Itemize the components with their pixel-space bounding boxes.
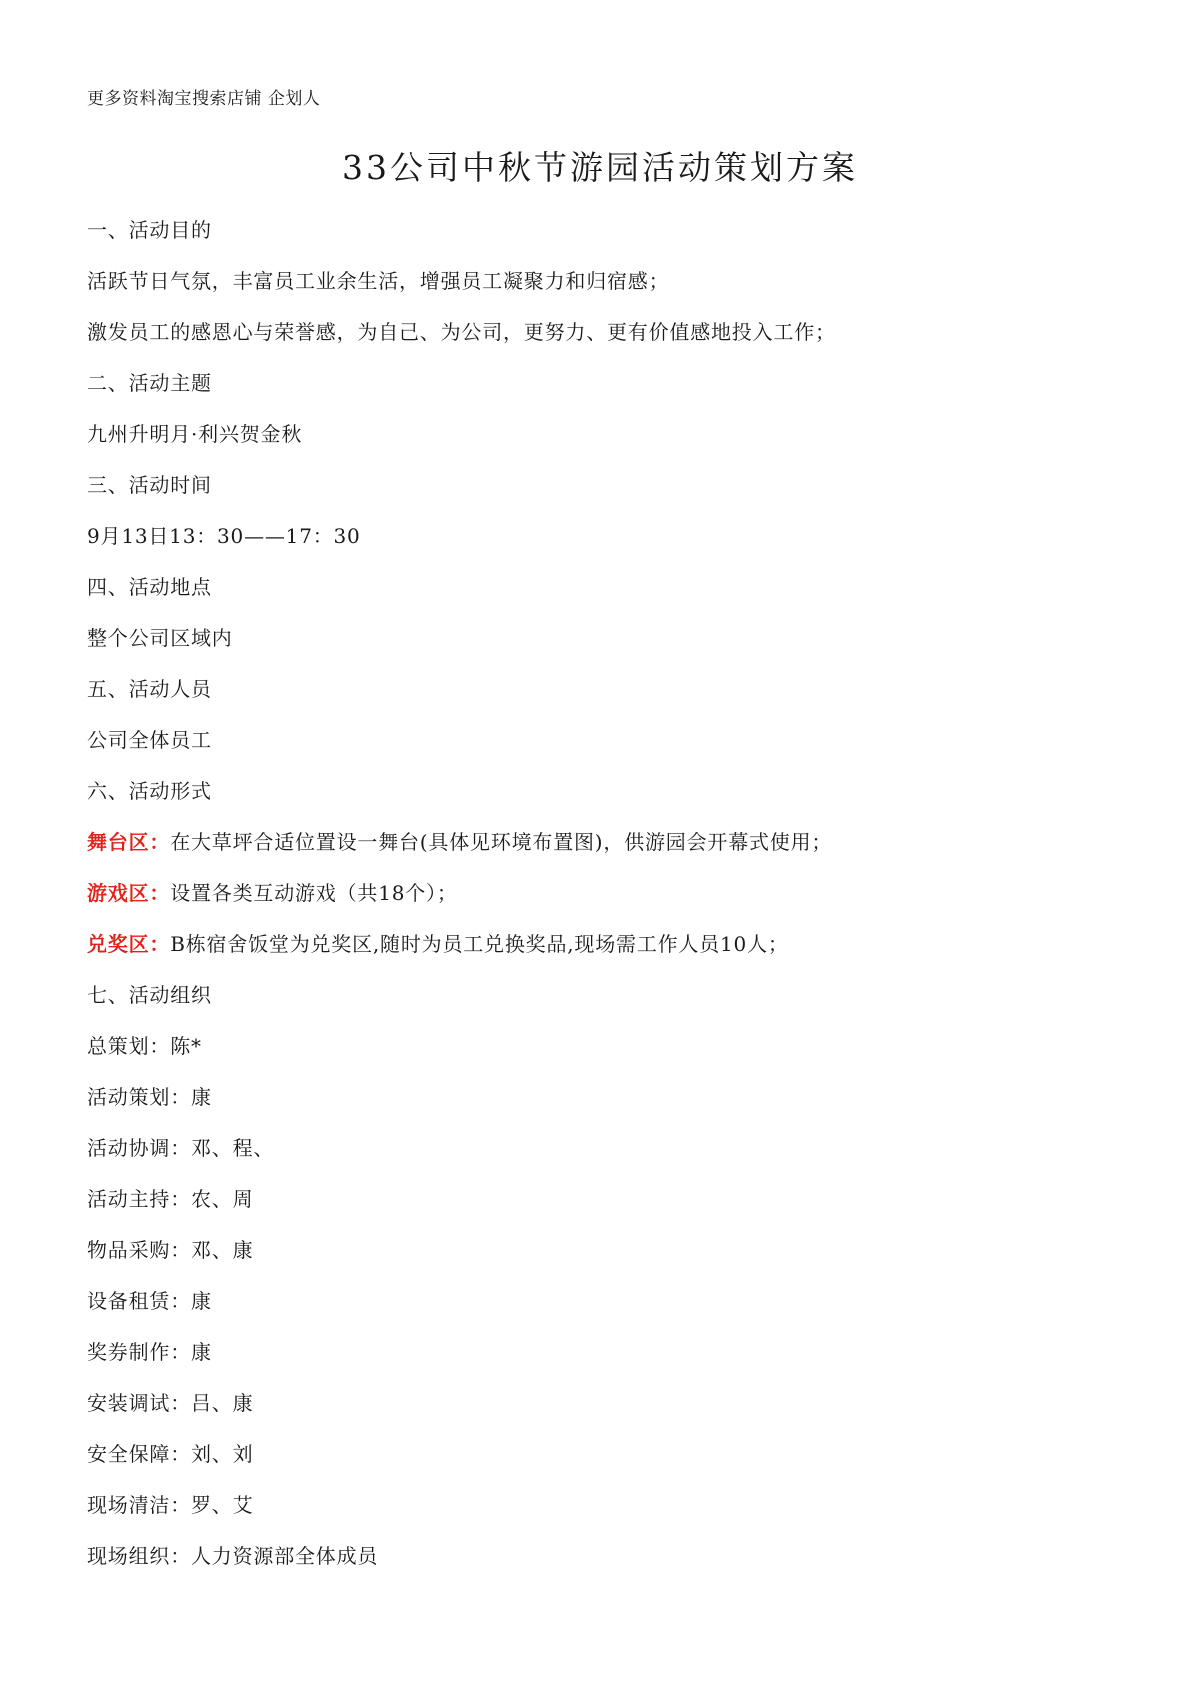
time-line: 9月13日13：30——17：30 bbox=[87, 524, 361, 548]
zone-prize-text: B栋宿舍饭堂为兑奖区,随时为员工兑换奖品,现场需工作人员10人； bbox=[170, 932, 789, 956]
zone-prize bbox=[87, 929, 1127, 980]
header-note: 更多资料淘宝搜索店铺 企划人 bbox=[87, 89, 321, 109]
org-line: 活动主持：农、周 bbox=[87, 1187, 254, 1211]
zone-game-text: 设置各类互动游戏（共18个）； bbox=[170, 881, 458, 905]
org-line: 设备租赁：康 bbox=[87, 1289, 212, 1313]
org-line: 现场清洁：罗、艾 bbox=[87, 1493, 254, 1517]
document-body bbox=[87, 215, 1127, 1592]
org-line: 现场组织：人力资源部全体成员 bbox=[87, 1544, 379, 1568]
participants-line: 公司全体员工 bbox=[87, 728, 212, 752]
section-heading-purpose: 一、活动目的 bbox=[87, 218, 212, 242]
purpose-line-1: 活跃节日气氛，丰富员工业余生活，增强员工凝聚力和归宿感； bbox=[87, 269, 670, 293]
org-line: 总策划：陈* bbox=[87, 1034, 202, 1058]
zone-game bbox=[87, 878, 1127, 929]
zone-game-label: 游戏区： bbox=[87, 881, 171, 905]
zone-stage-text: 在大草坪合适位置设一舞台(具体见环境布置图)，供游园会开幕式使用； bbox=[170, 830, 833, 854]
org-line: 奖券制作：康 bbox=[87, 1340, 212, 1364]
org-line: 活动策划：康 bbox=[87, 1085, 212, 1109]
document-title: 33公司中秋节游园活动策划方案 bbox=[342, 148, 858, 187]
location-line: 整个公司区域内 bbox=[87, 626, 233, 650]
section-heading-participants: 五、活动人员 bbox=[87, 677, 212, 701]
section-heading-time: 三、活动时间 bbox=[87, 473, 212, 497]
section-heading-organization: 七、活动组织 bbox=[87, 983, 212, 1007]
org-line: 活动协调：邓、程、 bbox=[87, 1136, 275, 1160]
zone-stage-label: 舞台区： bbox=[87, 830, 171, 854]
zone-prize-label: 兑奖区： bbox=[87, 932, 171, 956]
section-heading-location: 四、活动地点 bbox=[87, 575, 212, 599]
org-line: 安全保障：刘、刘 bbox=[87, 1442, 254, 1466]
purpose-line-2: 激发员工的感恩心与荣誉感，为自己、为公司，更努力、更有价值感地投入工作； bbox=[87, 320, 836, 344]
section-heading-format: 六、活动形式 bbox=[87, 779, 212, 803]
zone-stage bbox=[87, 827, 1127, 878]
theme-line: 九州升明月·利兴贺金秋 bbox=[87, 422, 303, 446]
org-line: 物品采购：邓、康 bbox=[87, 1238, 254, 1262]
section-heading-theme: 二、活动主题 bbox=[87, 371, 212, 395]
org-line: 安装调试：吕、康 bbox=[87, 1391, 254, 1415]
